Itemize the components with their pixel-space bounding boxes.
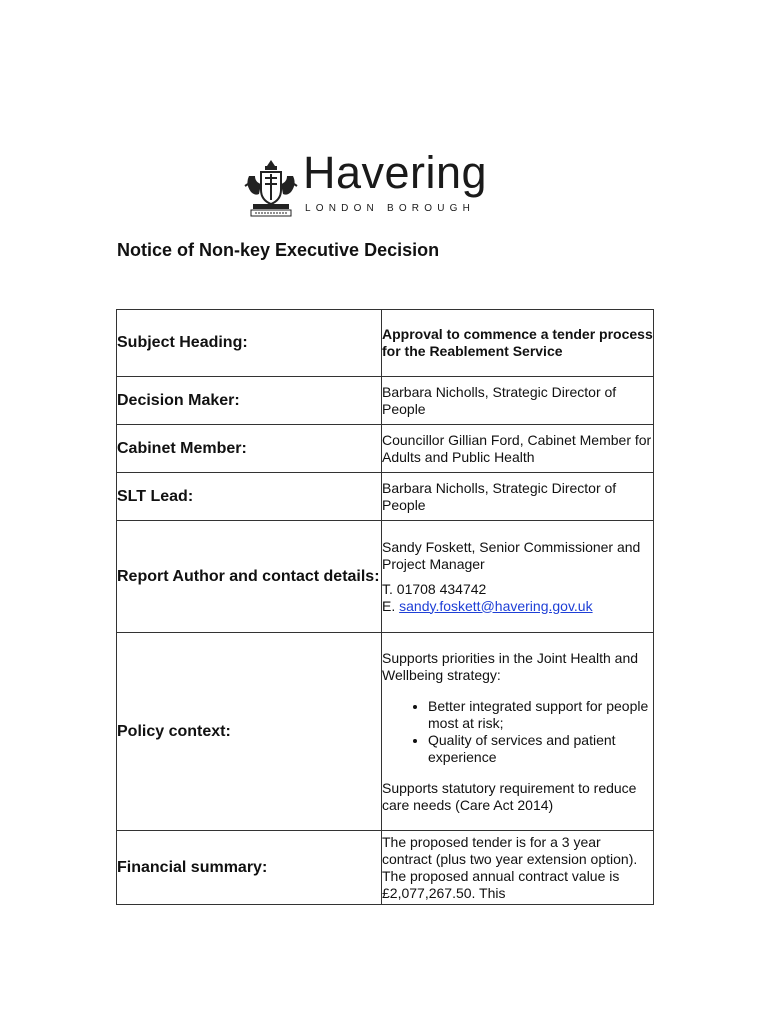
report-author-name: Sandy Foskett, Senior Commissioner and Project Manager — [382, 538, 641, 572]
policy-context-value — [382, 633, 654, 831]
list-item: • Quality of services and patient experience — [428, 732, 653, 766]
subject-value: Approval to commence a tender process for the Reablement Service — [382, 310, 654, 377]
borough-crest-icon — [243, 156, 299, 218]
email-link[interactable]: sandy.foskett@havering.gov.uk — [399, 597, 593, 614]
policy-outro: Supports statutory requirement to reduce care needs (Care Act 2014) — [382, 779, 637, 813]
cabinet-member-value: Councillor Gillian Ford, Cabinet Member for Adults and Public Health — [382, 425, 654, 473]
brand-subtitle: LONDON BOROUGH — [305, 203, 476, 214]
subject-label: Subject Heading: — [117, 310, 382, 377]
financial-summary-label: Financial summary: — [117, 831, 382, 905]
financial-summary-value: The proposed tender is for a 3 year contract (plus two year extension option). The proposed annual contract value is £2,077,267.50. This — [382, 831, 654, 905]
table-row-subject — [117, 310, 654, 377]
table-row-slt-lead — [117, 473, 654, 521]
cabinet-member-label: Cabinet Member: — [117, 425, 382, 473]
report-author-email-line — [382, 598, 653, 615]
page-title: Notice of Non-key Executive Decision — [117, 240, 440, 260]
table-row-financial-summary — [117, 831, 654, 905]
table-row-decision-maker — [117, 377, 654, 425]
email-prefix: E. — [382, 597, 396, 614]
policy-intro: Supports priorities in the Joint Health and Wellbeing strategy: — [382, 649, 639, 683]
report-author-value — [382, 521, 654, 633]
decision-maker-value: Barbara Nicholls, Strategic Director of People — [382, 377, 654, 425]
report-author-phone: T. 01708 434742 — [382, 580, 487, 597]
table-row-cabinet-member — [117, 425, 654, 473]
slt-lead-value: Barbara Nicholls, Strategic Director of People — [382, 473, 654, 521]
havering-logo — [243, 147, 523, 218]
table-row-policy-context — [117, 633, 654, 831]
decision-maker-label: Decision Maker: — [117, 377, 382, 425]
report-author-label: Report Author and contact details: — [117, 521, 382, 633]
slt-lead-label: SLT Lead: — [117, 473, 382, 521]
table-row-report-author — [117, 521, 654, 633]
policy-context-label: Policy context: — [117, 633, 382, 831]
decision-details-table — [116, 309, 654, 905]
list-item: • Better integrated support for people most at risk; — [428, 698, 653, 732]
policy-bullet-list — [382, 698, 653, 766]
brand-name: Havering — [303, 147, 488, 198]
